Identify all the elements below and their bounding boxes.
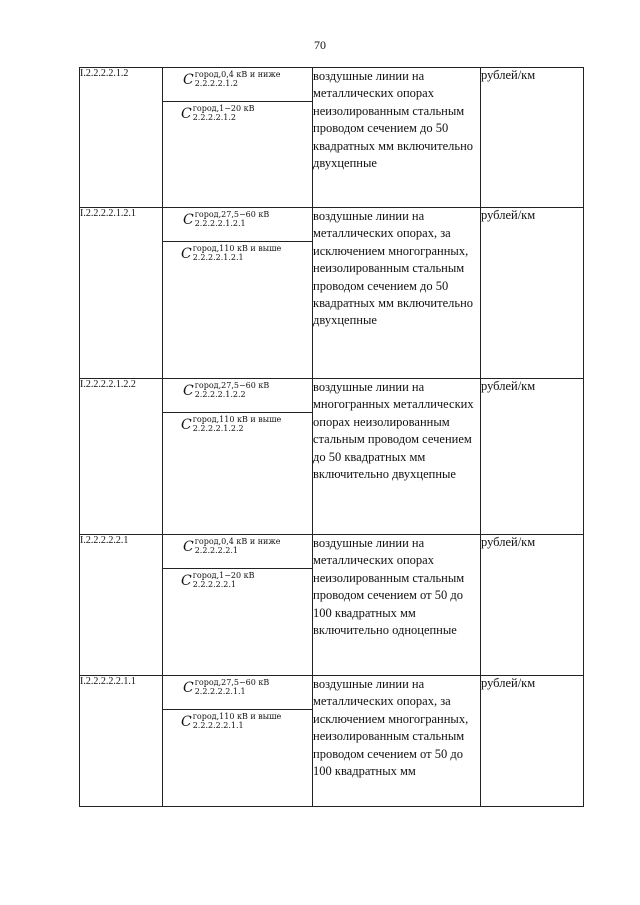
rate-symbol-superscript: город,1−20 кВ	[192, 571, 255, 580]
row-unit: рублей/км	[481, 68, 584, 208]
rate-symbol-letter: C	[181, 246, 192, 262]
rate-symbol-indices	[193, 571, 255, 589]
rate-symbol-subscript: 2.2.2.2.1.2	[192, 113, 236, 122]
rate-symbol-subscript: 2.2.2.2.1.2.2	[192, 424, 244, 433]
rate-symbol	[163, 208, 312, 241]
rate-symbol-subscript: 2.2.2.2.2.1	[192, 580, 236, 589]
rate-symbols-cell	[163, 379, 313, 535]
rate-symbol	[163, 412, 312, 448]
rate-symbol-superscript: город,0,4 кВ и ниже	[194, 537, 281, 546]
rate-symbol-indices	[195, 678, 270, 696]
rate-symbol-subscript: 2.2.2.2.1.2.2	[194, 390, 246, 399]
rate-symbol-letter: C	[181, 106, 192, 122]
rate-symbols-cell	[163, 676, 313, 807]
table-row	[80, 208, 584, 379]
row-code: I.2.2.2.2.1.2.1	[80, 208, 163, 379]
rate-symbols-cell	[163, 208, 313, 379]
rate-symbol	[163, 709, 312, 745]
rate-symbol-subscript: 2.2.2.2.2.1.1	[194, 687, 246, 696]
rate-symbol-superscript: город,1−20 кВ	[192, 104, 255, 113]
rate-symbol-superscript: город,27,5−60 кВ	[194, 381, 270, 390]
rate-symbol-indices	[193, 415, 282, 433]
tariff-table	[79, 67, 584, 807]
rate-symbol-indices	[195, 210, 270, 228]
rate-symbol-letter: C	[181, 417, 192, 433]
rate-symbol-letter: C	[183, 539, 194, 555]
row-code: I.2.2.2.2.2.1	[80, 535, 163, 676]
table-row	[80, 535, 584, 676]
rate-symbol-subscript: 2.2.2.2.2.1	[194, 546, 238, 555]
rate-symbol-superscript: город,0,4 кВ и ниже	[194, 70, 281, 79]
table-row	[80, 676, 584, 807]
rate-symbols-cell	[163, 535, 313, 676]
rate-symbols-cell	[163, 68, 313, 208]
rate-symbol-subscript: 2.2.2.2.1.2.1	[192, 253, 244, 262]
rate-symbol	[163, 101, 312, 137]
rate-symbol-letter: C	[183, 72, 194, 88]
rate-symbol	[163, 535, 312, 568]
row-unit: рублей/км	[481, 676, 584, 807]
rate-symbol-indices	[195, 70, 281, 88]
rate-symbol-indices	[193, 104, 255, 122]
row-description: воздушные линии на металлических опорах, за исключением многогранных, неизолированным стальным проводом сечением от 50 до 100 квадратных мм	[313, 676, 481, 807]
rate-symbol	[163, 568, 312, 604]
row-description: воздушные линии на металлических опорах неизолированным стальным проводом сечением до 50 квадратных мм включительно двухцепные	[313, 68, 481, 208]
rate-symbol-indices	[195, 537, 281, 555]
rate-symbol-indices	[195, 381, 270, 399]
rate-symbol	[163, 379, 312, 412]
rate-symbol	[163, 676, 312, 709]
rate-symbol-letter: C	[183, 383, 194, 399]
row-code: I.2.2.2.2.2.1.1	[80, 676, 163, 807]
rate-symbol-letter: C	[183, 212, 194, 228]
tariff-table-body	[80, 68, 584, 807]
rate-symbol-letter: C	[181, 573, 192, 589]
rate-symbol-superscript: город,27,5−60 кВ	[194, 678, 270, 687]
row-code: I.2.2.2.2.1.2.2	[80, 379, 163, 535]
rate-symbol-letter: C	[181, 714, 192, 730]
row-description: воздушные линии на многогранных металлических опорах неизолированным стальным проводом сечением до 50 квадратных мм включительно двухцепные	[313, 379, 481, 535]
row-unit: рублей/км	[481, 208, 584, 379]
rate-symbol	[163, 241, 312, 277]
rate-symbol-subscript: 2.2.2.2.2.1.1	[192, 721, 244, 730]
page-number: 70	[314, 38, 326, 52]
row-description: воздушные линии на металлических опорах неизолированным стальным проводом сечением от 50 до 100 квадратных мм включительно одноцепные	[313, 535, 481, 676]
row-unit: рублей/км	[481, 379, 584, 535]
row-code: I.2.2.2.2.1.2	[80, 68, 163, 208]
rate-symbol-superscript: город,110 кВ и выше	[192, 712, 282, 721]
rate-symbol-indices	[193, 712, 282, 730]
table-row	[80, 68, 584, 208]
table-row	[80, 379, 584, 535]
rate-symbol-indices	[193, 244, 282, 262]
rate-symbol-superscript: город,110 кВ и выше	[192, 415, 282, 424]
rate-symbol-subscript: 2.2.2.2.1.2	[194, 79, 238, 88]
rate-symbol-superscript: город,27,5−60 кВ	[194, 210, 270, 219]
row-unit: рублей/км	[481, 535, 584, 676]
rate-symbol-superscript: город,110 кВ и выше	[192, 244, 282, 253]
rate-symbol-letter: C	[183, 680, 194, 696]
row-description: воздушные линии на металлических опорах, за исключением многогранных, неизолированным стальным проводом сечением до 50 квадратных мм включительно двухцепные	[313, 208, 481, 379]
rate-symbol-subscript: 2.2.2.2.1.2.1	[194, 219, 246, 228]
rate-symbol	[163, 68, 312, 101]
